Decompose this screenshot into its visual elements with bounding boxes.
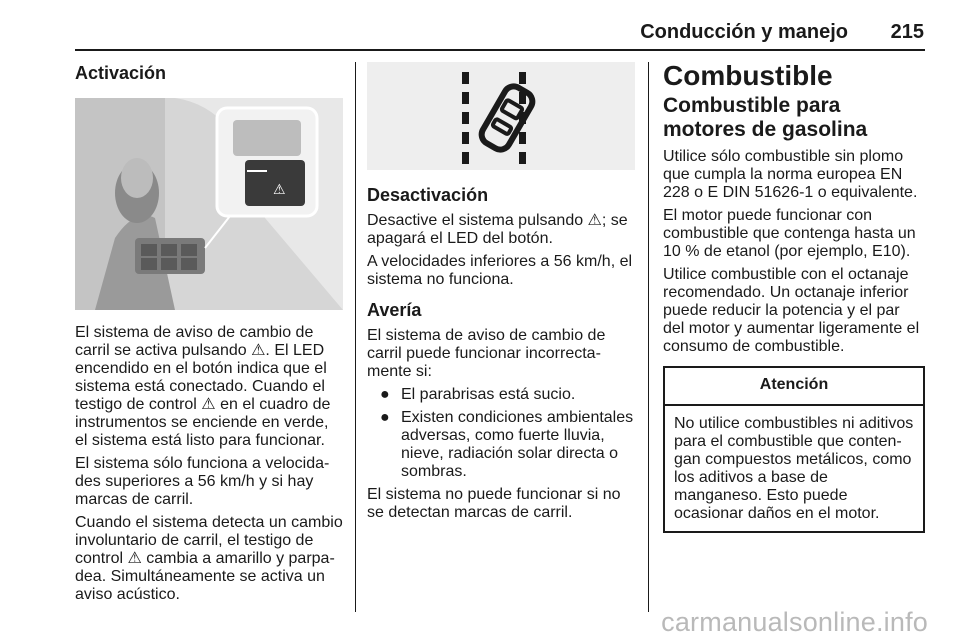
console-illustration bbox=[75, 98, 343, 310]
fault-list bbox=[367, 386, 635, 481]
caution-box bbox=[663, 366, 925, 533]
page-number: 215 bbox=[890, 21, 924, 43]
header-rule bbox=[75, 49, 925, 51]
fault-intro: El sistema de aviso de cambio de carril puede funcionar incorrectamente si: bbox=[367, 327, 606, 380]
page-header bbox=[0, 0, 960, 56]
list-item: ● El parabrisas está sucio. bbox=[380, 386, 576, 403]
fuel-paragraph: Utilice sólo combustible sin plomo que cumpla la norma europea EN 228 o E DIN 51626-1 o equivalente. bbox=[663, 148, 918, 201]
fuel-subtitle: Combustible para motores de gasolina bbox=[663, 94, 868, 141]
column-divider bbox=[648, 62, 649, 612]
section-title: Conducción y manejo bbox=[640, 21, 848, 43]
svg-text:⚠: ⚠ bbox=[273, 182, 286, 198]
caution-text: No utilice combustibles ni aditivos para el combustible que contengan compuestos metálicos, como los aditivos a base de manganeso. Esto puede ocasionar daños en el motor. bbox=[674, 415, 914, 522]
deactivation-paragraph: Desactive el sistema pulsando ⚠︎; se apagará el LED del botón. bbox=[367, 212, 628, 247]
column-activation bbox=[75, 62, 343, 609]
column-divider bbox=[355, 62, 356, 612]
fault-outro: El sistema no puede funcionar si no se detectan marcas de carril. bbox=[367, 486, 621, 521]
fuel-paragraph: Utilice combustible con el octanaje recomendado. Un octanaje inferior puede reducir la potencia y el par del motor y aumentar ligeramente el consumo de combustible. bbox=[663, 266, 920, 355]
bullet-icon: ● bbox=[380, 386, 390, 403]
activation-paragraph: Cuando el sistema detecta un cambio involuntario de carril, el testigo de control ⚠︎ cambia a amarillo y parpadea. Simultáneamente se activa un aviso acústico. bbox=[75, 514, 343, 603]
watermark: carmanualsonline.info bbox=[661, 607, 928, 637]
lane-departure-symbol-panel bbox=[367, 62, 635, 170]
fuel-title: Combustible bbox=[663, 60, 833, 91]
center-console-photo bbox=[75, 98, 343, 310]
fuel-paragraph: El motor puede funcionar con combustible que contenga hasta un 10 % de etanol (por ejemplo, E10). bbox=[663, 207, 916, 260]
activation-heading: Activación bbox=[75, 63, 167, 83]
activation-paragraph: El sistema de aviso de cambio de carril se activa pulsando ⚠︎. El LED encendido en el botón indica que el sistema está conectado. Cuando el testigo de control ⚠︎ en el cuadro de instrumentos se enciende en verde, el sistema está listo para funcionar. bbox=[75, 324, 331, 449]
list-item: ● Existen condiciones ambientales adversas, como fuerte lluvia, nieve, radiación solar directa o sombras. bbox=[380, 409, 634, 480]
deactivation-paragraph: A velocidades inferiores a 56 km/h, el sistema no funciona. bbox=[367, 253, 633, 288]
lane-departure-icon bbox=[367, 62, 635, 170]
deactivation-heading: Desactivación bbox=[367, 185, 489, 205]
column-deactivation bbox=[367, 62, 635, 527]
column-fuel bbox=[663, 62, 925, 533]
fault-heading: Avería bbox=[367, 300, 422, 320]
activation-paragraph: El sistema sólo funciona a velocidades superiores a 56 km/h y si hay marcas de carril. bbox=[75, 455, 330, 508]
bullet-icon: ● bbox=[380, 409, 390, 426]
caution-title: Atención bbox=[665, 368, 923, 406]
